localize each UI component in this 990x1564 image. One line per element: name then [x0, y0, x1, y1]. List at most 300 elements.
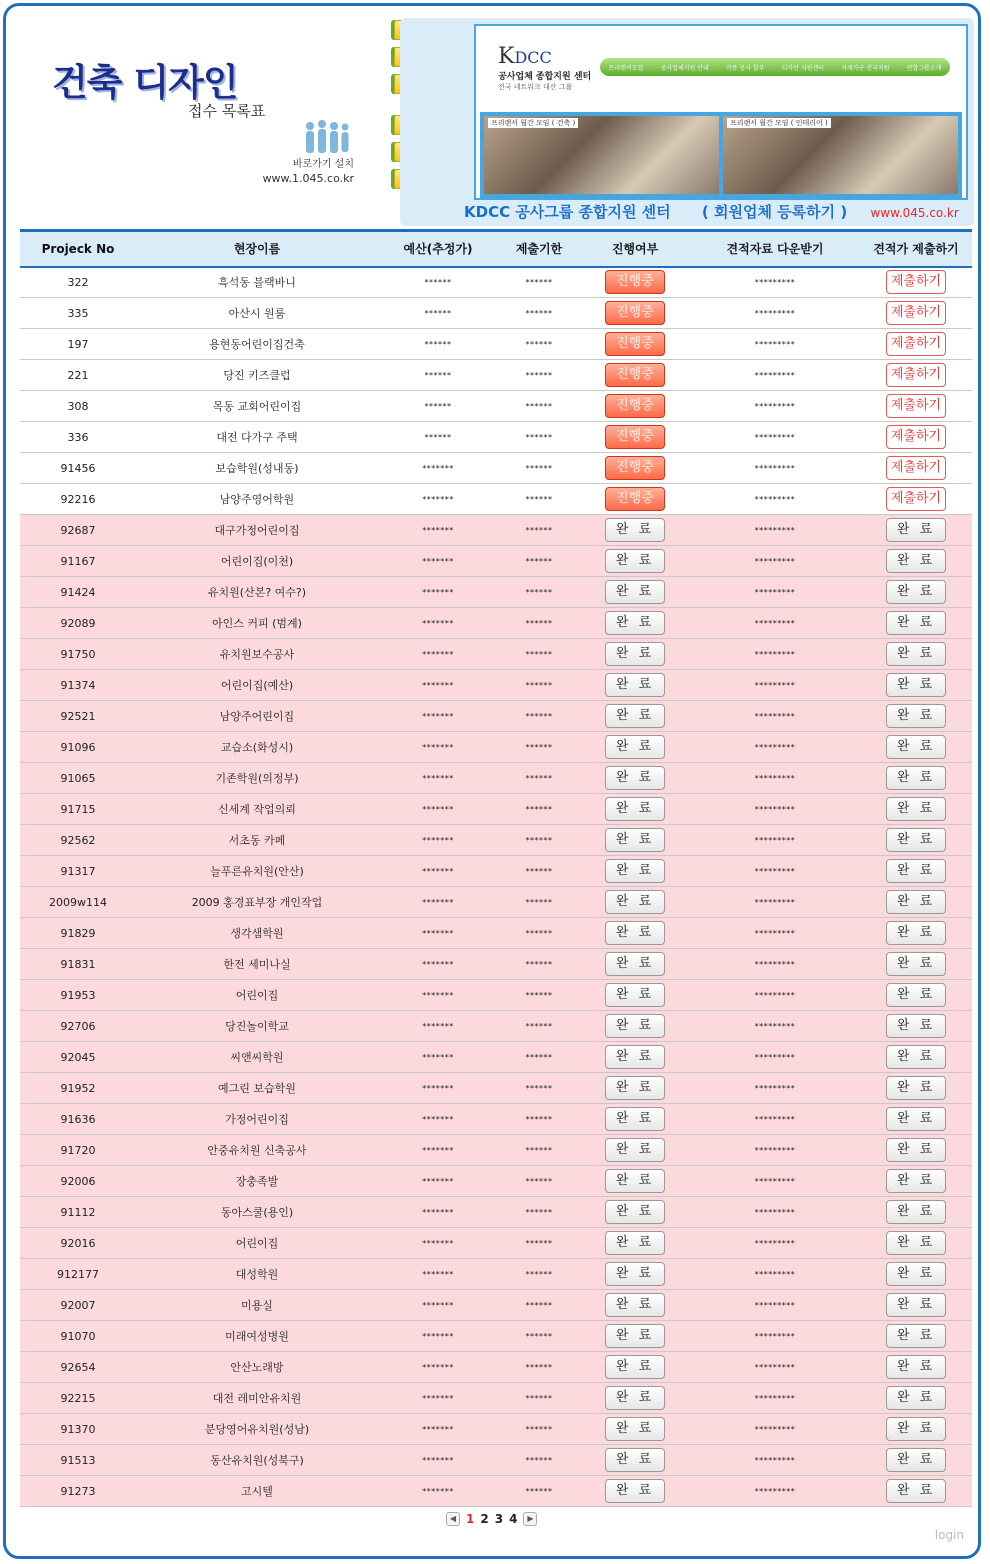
kdcc-banner[interactable]	[400, 18, 974, 226]
status-button[interactable]: 완 료	[605, 1200, 665, 1224]
submit-button[interactable]: 제출하기	[886, 394, 946, 418]
submit-button[interactable]: 완 료	[886, 983, 946, 1007]
cell-deadline: ******	[525, 804, 553, 814]
status-button[interactable]: 완 료	[605, 549, 665, 573]
cell-submit	[860, 949, 972, 980]
cell-deadline: ******	[525, 1238, 553, 1248]
cell-status	[580, 1290, 690, 1321]
status-button[interactable]: 진행중	[605, 394, 665, 418]
cell-budget: ******	[424, 370, 452, 380]
cell-download[interactable]: *********	[754, 1052, 796, 1062]
submit-button[interactable]: 완 료	[886, 1045, 946, 1069]
cell-submit	[860, 1135, 972, 1166]
cell-project-no: 92654	[60, 1360, 96, 1374]
status-button[interactable]: 진행중	[605, 456, 665, 480]
status-button[interactable]: 완 료	[605, 673, 665, 697]
page-link-2[interactable]: 2	[480, 1512, 489, 1526]
cell-site-name: 분당영어유치원(성남)	[204, 1423, 310, 1436]
cell-download[interactable]: *********	[754, 1393, 796, 1403]
cell-status	[580, 329, 690, 360]
cell-project-no: 92016	[60, 1236, 96, 1250]
cell-status	[580, 422, 690, 453]
cell-download[interactable]: *********	[754, 990, 796, 1000]
cell-submit	[860, 856, 972, 887]
cell-submit	[860, 825, 972, 856]
cell-site-name: 동산유치원(성북구)	[210, 1454, 304, 1467]
cell-deadline: ******	[525, 1424, 553, 1434]
submit-button[interactable]: 완 료	[886, 1169, 946, 1193]
logo-line2: 전국 네트워크 대산 그룹	[498, 83, 573, 91]
cell-download[interactable]: *********	[754, 1455, 796, 1465]
banner-nav-item[interactable]: 공사업체지원 안내	[660, 64, 709, 72]
cell-status	[580, 763, 690, 794]
cell-submit	[860, 267, 972, 298]
cell-download[interactable]: *********	[754, 494, 796, 504]
submit-button[interactable]: 제출하기	[886, 332, 946, 356]
status-button[interactable]: 진행중	[605, 332, 665, 356]
cell-budget: *******	[422, 1021, 454, 1031]
cell-project-no: 91424	[60, 585, 96, 599]
status-button[interactable]: 진행중	[605, 487, 665, 511]
cell-budget: *******	[422, 1052, 454, 1062]
status-button[interactable]: 완 료	[605, 1138, 665, 1162]
shortcut-url[interactable]: www.1.045.co.kr	[262, 172, 354, 185]
status-button[interactable]: 완 료	[605, 921, 665, 945]
cell-download[interactable]: *********	[754, 277, 796, 287]
cell-deadline: ******	[525, 711, 553, 721]
cell-budget: *******	[422, 463, 454, 473]
cell-budget: *******	[422, 990, 454, 1000]
submit-button[interactable]: 완 료	[886, 704, 946, 728]
cell-deadline: ******	[525, 587, 553, 597]
cell-download[interactable]: *********	[754, 463, 796, 473]
submit-button[interactable]: 완 료	[886, 828, 946, 852]
shortcut-label: 바로가기 설치	[292, 159, 354, 170]
cell-site-name: 목동 교회어린이집	[212, 400, 302, 413]
submit-button[interactable]: 완 료	[886, 518, 946, 542]
cell-status	[580, 484, 690, 515]
status-button[interactable]: 완 료	[605, 1293, 665, 1317]
status-button[interactable]: 완 료	[605, 983, 665, 1007]
banner-url[interactable]: www.045.co.kr	[870, 206, 959, 220]
table-row	[20, 360, 972, 391]
cell-site-name: 서초동 카페	[228, 834, 286, 847]
cell-download[interactable]: *********	[754, 680, 796, 690]
cell-budget: *******	[422, 587, 454, 597]
cell-submit	[860, 577, 972, 608]
cell-deadline: ******	[525, 1052, 553, 1062]
submit-button[interactable]: 완 료	[886, 735, 946, 759]
cell-deadline: ******	[525, 401, 553, 411]
cell-download[interactable]: *********	[754, 1176, 796, 1186]
submit-button[interactable]: 제출하기	[886, 270, 946, 294]
cell-budget: *******	[422, 959, 454, 969]
next-page-icon[interactable]: ▶	[523, 1512, 537, 1526]
cell-site-name: 늘푸른유치원(안산)	[210, 865, 304, 878]
cell-download[interactable]: *********	[754, 1114, 796, 1124]
status-button[interactable]: 완 료	[605, 890, 665, 914]
status-button[interactable]: 완 료	[605, 859, 665, 883]
member-register-link[interactable]: ( 회원업체 등록하기 )	[701, 203, 848, 221]
cell-download[interactable]: *********	[754, 525, 796, 535]
cell-status	[580, 1073, 690, 1104]
cell-download[interactable]: *********	[754, 432, 796, 442]
submit-button[interactable]: 완 료	[886, 797, 946, 821]
pagination	[446, 1512, 537, 1526]
cell-download[interactable]: *********	[754, 866, 796, 876]
submit-button[interactable]: 완 료	[886, 1417, 946, 1441]
cell-project-no: 91953	[60, 988, 96, 1002]
submit-button[interactable]: 제출하기	[886, 487, 946, 511]
cell-project-no: 91273	[60, 1484, 96, 1498]
banner-nav-item[interactable]: 연합그룹소개	[906, 64, 942, 72]
cell-submit	[860, 732, 972, 763]
submit-button[interactable]: 완 료	[886, 1479, 946, 1503]
meeting-photo-architecture	[484, 116, 719, 194]
cell-budget: ******	[424, 401, 452, 411]
cell-site-name: 대전 레미안유치원	[212, 1392, 302, 1405]
table-row	[20, 670, 972, 701]
cell-status	[580, 1166, 690, 1197]
cell-site-name: 남양주영어학원	[219, 493, 295, 506]
cell-budget: *******	[422, 928, 454, 938]
table-row	[20, 391, 972, 422]
status-button[interactable]: 완 료	[605, 1355, 665, 1379]
cell-project-no: 322	[67, 275, 89, 289]
table-row	[20, 1166, 972, 1197]
cell-download[interactable]: *********	[754, 1083, 796, 1093]
status-button[interactable]: 완 료	[605, 1045, 665, 1069]
cell-project-no: 92045	[60, 1050, 96, 1064]
cell-submit	[860, 484, 972, 515]
status-button[interactable]: 완 료	[605, 1169, 665, 1193]
cell-submit	[860, 1073, 972, 1104]
banner-nav-item[interactable]: 각종 공사 할부	[725, 64, 765, 72]
table-row	[20, 856, 972, 887]
table-row	[20, 1290, 972, 1321]
status-button[interactable]: 완 료	[605, 518, 665, 542]
status-button[interactable]: 진행중	[605, 363, 665, 387]
status-button[interactable]: 완 료	[605, 1076, 665, 1100]
submit-button[interactable]: 완 료	[886, 549, 946, 573]
cell-download[interactable]: *********	[754, 618, 796, 628]
cell-project-no: 91952	[60, 1081, 96, 1095]
cell-status	[580, 1352, 690, 1383]
cell-project-no: 336	[67, 430, 89, 444]
cell-submit	[860, 1321, 972, 1352]
cell-budget: *******	[422, 773, 454, 783]
cell-deadline: ******	[525, 1083, 553, 1093]
cell-status	[580, 701, 690, 732]
cell-status	[580, 1197, 690, 1228]
submit-button[interactable]: 완 료	[886, 1386, 946, 1410]
status-button[interactable]: 완 료	[605, 1231, 665, 1255]
cell-download[interactable]: *********	[754, 1145, 796, 1155]
shortcut-install[interactable]	[258, 158, 354, 186]
cell-download[interactable]: *********	[754, 1238, 796, 1248]
submit-button[interactable]: 완 료	[886, 1324, 946, 1348]
cell-download[interactable]: *********	[754, 556, 796, 566]
submit-button[interactable]: 제출하기	[886, 425, 946, 449]
submit-button[interactable]: 완 료	[886, 642, 946, 666]
submit-button[interactable]: 완 료	[886, 859, 946, 883]
status-button[interactable]: 완 료	[605, 642, 665, 666]
cell-submit	[860, 1197, 972, 1228]
cell-status	[580, 1476, 690, 1507]
cell-status	[580, 298, 690, 329]
table-row	[20, 608, 972, 639]
cell-submit	[860, 701, 972, 732]
submit-button[interactable]: 완 료	[886, 1107, 946, 1131]
status-button[interactable]: 완 료	[605, 1324, 665, 1348]
col-deadline: 제출기한	[515, 242, 563, 257]
status-button[interactable]: 완 료	[605, 1107, 665, 1131]
table-row	[20, 1073, 972, 1104]
cell-deadline: ******	[525, 1362, 553, 1372]
prev-page-icon[interactable]: ◀	[446, 1512, 460, 1526]
table-row	[20, 267, 972, 298]
status-button[interactable]: 완 료	[605, 1417, 665, 1441]
submit-button[interactable]: 완 료	[886, 766, 946, 790]
table-row	[20, 422, 972, 453]
status-button[interactable]: 완 료	[605, 735, 665, 759]
cell-deadline: ******	[525, 1114, 553, 1124]
cell-budget: *******	[422, 1362, 454, 1372]
cell-status	[580, 1259, 690, 1290]
cell-download[interactable]: *********	[754, 1486, 796, 1496]
cell-project-no: 91831	[60, 957, 96, 971]
cell-submit	[860, 546, 972, 577]
status-button[interactable]: 완 료	[605, 1262, 665, 1286]
col-project-no: Projeck No	[41, 241, 115, 256]
cell-submit	[860, 1352, 972, 1383]
banner-nav-item[interactable]: 디자인 지원센터	[781, 64, 825, 72]
cell-download[interactable]: *********	[754, 711, 796, 721]
status-button[interactable]: 완 료	[605, 952, 665, 976]
cell-download[interactable]: *********	[754, 742, 796, 752]
cell-project-no: 197	[67, 337, 89, 351]
table-row	[20, 887, 972, 918]
cell-status	[580, 546, 690, 577]
status-button[interactable]: 완 료	[605, 1448, 665, 1472]
table-row	[20, 763, 972, 794]
table-row	[20, 1476, 972, 1507]
banner-nav-item[interactable]: 프리랜서모집	[608, 64, 644, 72]
cell-status	[580, 1104, 690, 1135]
cell-status	[580, 515, 690, 546]
submit-button[interactable]: 제출하기	[886, 301, 946, 325]
cell-download[interactable]: *********	[754, 370, 796, 380]
cell-project-no: 91715	[60, 802, 96, 816]
status-button[interactable]: 완 료	[605, 797, 665, 821]
cell-deadline: ******	[525, 835, 553, 845]
cell-submit	[860, 639, 972, 670]
table-body	[20, 267, 972, 1507]
banner-nav	[600, 58, 950, 76]
banner-footer-title: KDCC 공사그룹 종합지원 센터	[464, 203, 671, 221]
cell-budget: *******	[422, 1083, 454, 1093]
cell-deadline: ******	[525, 959, 553, 969]
submit-button[interactable]: 완 료	[886, 1231, 946, 1255]
submit-button[interactable]: 완 료	[886, 1293, 946, 1317]
cell-project-no: 91374	[60, 678, 96, 692]
table-row	[20, 949, 972, 980]
status-button[interactable]: 진행중	[605, 301, 665, 325]
cell-budget: *******	[422, 525, 454, 535]
cell-project-no: 92687	[60, 523, 96, 537]
cell-download[interactable]: *********	[754, 1021, 796, 1031]
col-site-name: 현장이름	[233, 242, 281, 257]
cell-submit	[860, 1476, 972, 1507]
cell-deadline: ******	[525, 1176, 553, 1186]
cell-download[interactable]: *********	[754, 773, 796, 783]
status-button[interactable]: 완 료	[605, 580, 665, 604]
table-row	[20, 918, 972, 949]
cell-submit	[860, 1011, 972, 1042]
site-title: 건축 디자인	[52, 61, 238, 104]
cell-project-no: 92007	[60, 1298, 96, 1312]
status-button[interactable]: 진행중	[605, 270, 665, 294]
cell-site-name: 고시텔	[241, 1485, 273, 1498]
cell-download[interactable]: *********	[754, 959, 796, 969]
cell-deadline: ******	[525, 308, 553, 318]
cell-budget: *******	[422, 1238, 454, 1248]
cell-download[interactable]: *********	[754, 897, 796, 907]
cell-download[interactable]: *********	[754, 1269, 796, 1279]
cell-status	[580, 918, 690, 949]
status-button[interactable]: 완 료	[605, 1014, 665, 1038]
status-button[interactable]: 완 료	[605, 611, 665, 635]
cell-site-name: 가정어린이집	[225, 1113, 289, 1126]
login-link[interactable]: login	[934, 1528, 964, 1542]
submit-button[interactable]: 완 료	[886, 952, 946, 976]
cell-budget: *******	[422, 556, 454, 566]
col-budget: 예산(추정가)	[403, 242, 473, 257]
status-button[interactable]: 완 료	[605, 766, 665, 790]
cell-budget: *******	[422, 680, 454, 690]
cell-budget: *******	[422, 618, 454, 628]
cell-deadline: ******	[525, 990, 553, 1000]
cell-site-name: 신세계 작업의뢰	[218, 803, 296, 816]
cell-site-name: 2009 홍경표부장 개인작업	[191, 896, 323, 909]
page-link-3[interactable]: 3	[494, 1512, 504, 1526]
table-row	[20, 1445, 972, 1476]
submit-button[interactable]: 완 료	[886, 1138, 946, 1162]
cell-download[interactable]: *********	[754, 649, 796, 659]
status-button[interactable]: 완 료	[605, 828, 665, 852]
table-row	[20, 1414, 972, 1445]
banner-nav-item[interactable]: 자재가구 전국지원	[841, 64, 890, 72]
submit-button[interactable]: 완 료	[886, 611, 946, 635]
cell-deadline: ******	[525, 494, 553, 504]
cell-download[interactable]: *********	[754, 308, 796, 318]
table-row	[20, 546, 972, 577]
submit-button[interactable]: 완 료	[886, 673, 946, 697]
cell-submit	[860, 1290, 972, 1321]
table-row	[20, 1352, 972, 1383]
page-link-4[interactable]: 4	[509, 1512, 518, 1526]
cell-deadline: ******	[525, 556, 553, 566]
submit-button[interactable]: 완 료	[886, 921, 946, 945]
table-row	[20, 1321, 972, 1352]
submit-button[interactable]: 완 료	[886, 1262, 946, 1286]
table-row	[20, 1197, 972, 1228]
cell-site-name: 미래여성병원	[225, 1330, 289, 1343]
table-row	[20, 484, 972, 515]
cell-project-no: 912177	[57, 1267, 99, 1281]
table-row	[20, 1011, 972, 1042]
cell-site-name: 미용실	[241, 1299, 273, 1312]
submit-button[interactable]: 완 료	[886, 1076, 946, 1100]
page-link-1[interactable]: 1	[466, 1512, 475, 1526]
table-row	[20, 329, 972, 360]
submit-button[interactable]: 완 료	[886, 1200, 946, 1224]
cell-budget: *******	[422, 1145, 454, 1155]
cell-status	[580, 949, 690, 980]
cell-project-no: 91317	[60, 864, 96, 878]
submit-button[interactable]: 완 료	[886, 1355, 946, 1379]
cell-project-no: 91370	[60, 1422, 96, 1436]
cell-download[interactable]: *********	[754, 1331, 796, 1341]
cell-project-no: 92562	[60, 833, 96, 847]
cell-budget: *******	[422, 1114, 454, 1124]
cell-download[interactable]: *********	[754, 587, 796, 597]
table-row	[20, 639, 972, 670]
submit-button[interactable]: 완 료	[886, 580, 946, 604]
submit-button[interactable]: 완 료	[886, 890, 946, 914]
status-button[interactable]: 완 료	[605, 1479, 665, 1503]
cell-download[interactable]: *********	[754, 401, 796, 411]
cell-deadline: ******	[525, 866, 553, 876]
status-button[interactable]: 완 료	[605, 704, 665, 728]
cell-site-name: 장충족발	[235, 1175, 279, 1188]
cell-download[interactable]: *********	[754, 1424, 796, 1434]
cell-download[interactable]: *********	[754, 1300, 796, 1310]
cell-deadline: ******	[525, 432, 553, 442]
cell-budget: ******	[424, 432, 452, 442]
cell-site-name: 남양주어린이집	[219, 710, 295, 723]
submit-button[interactable]: 제출하기	[886, 456, 946, 480]
cell-download[interactable]: *********	[754, 928, 796, 938]
cell-status	[580, 980, 690, 1011]
cell-budget: *******	[422, 1176, 454, 1186]
cell-deadline: ******	[525, 649, 553, 659]
cell-site-name: 보습학원(성내동)	[215, 462, 299, 475]
cell-status	[580, 856, 690, 887]
cell-status	[580, 1042, 690, 1073]
site-subtitle: 접수 목록표	[188, 102, 266, 120]
cell-status	[580, 360, 690, 391]
cell-submit	[860, 1414, 972, 1445]
status-button[interactable]: 완 료	[605, 1386, 665, 1410]
cell-download[interactable]: *********	[754, 835, 796, 845]
status-button[interactable]: 진행중	[605, 425, 665, 449]
cell-project-no: 91720	[60, 1143, 96, 1157]
submit-button[interactable]: 제출하기	[886, 363, 946, 387]
cell-project-no: 91750	[60, 647, 96, 661]
cell-download[interactable]: *********	[754, 1207, 796, 1217]
cell-status	[580, 267, 690, 298]
cell-download[interactable]: *********	[754, 804, 796, 814]
cell-download[interactable]: *********	[754, 1362, 796, 1372]
submit-button[interactable]: 완 료	[886, 1448, 946, 1472]
cell-budget: *******	[422, 1269, 454, 1279]
cell-site-name: 어린이집	[235, 989, 279, 1002]
cell-site-name: 어린이집	[235, 1237, 279, 1250]
cell-project-no: 91513	[60, 1453, 96, 1467]
cell-download[interactable]: *********	[754, 339, 796, 349]
submit-button[interactable]: 완 료	[886, 1014, 946, 1038]
